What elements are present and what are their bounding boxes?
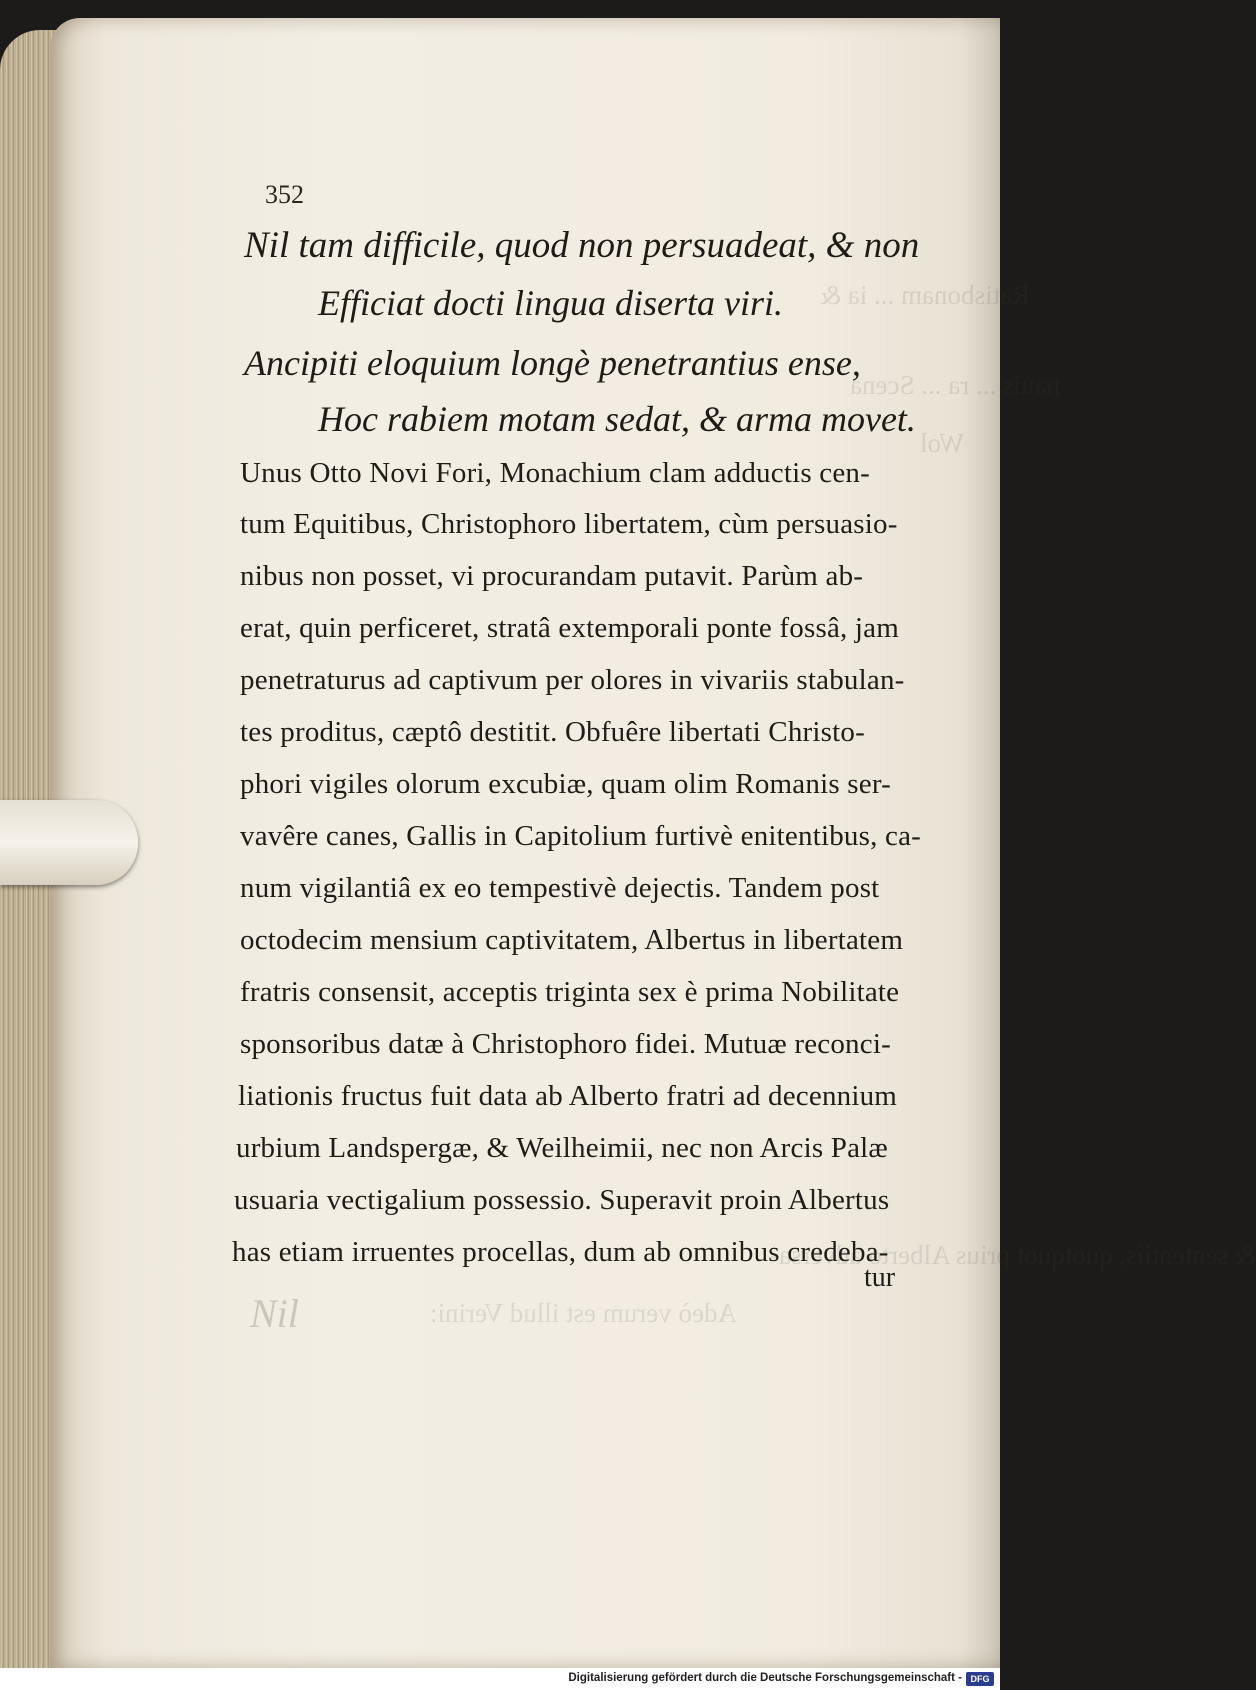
verse-line: Nil tam difficile, quod non persuadeat, & non xyxy=(244,225,920,266)
text-line: Unus Otto Novi Fori, Monachium clam adductis cen- xyxy=(240,457,870,489)
text-line: sponsoribus datæ à Christophoro fidei. Mutuæ reconci- xyxy=(240,1028,891,1060)
text-line: tes proditus, cæptô destitit. Obfuêre libertati Christo- xyxy=(240,716,865,748)
text-line: nibus non posset, vi procurandam putavit. Parùm ab- xyxy=(240,560,864,592)
funding-credit: Digitalisierung gefördert durch die Deutsche Forschungsgemeinschaft - xyxy=(568,1672,962,1684)
text-line: usuaria vectigalium possessio. Superavit proin Albertus xyxy=(234,1184,890,1216)
text-line: num vigilantiâ ex eo tempestivè dejectis. Tandem post xyxy=(240,872,880,904)
dfg-logo-icon: DFG xyxy=(966,1672,994,1686)
bleed-line: nauis ... ra ... Scena xyxy=(850,370,1060,400)
catchword: tur xyxy=(864,1262,896,1293)
text-line: urbium Landspergæ, & Weilheimii, nec non Arcis Palæ xyxy=(236,1132,888,1164)
text-line: octodecim mensium captivitatem, Albertus in libertatem xyxy=(240,924,904,956)
bleed-line: Adeò verum est illud Verini: xyxy=(430,1298,737,1328)
page-shadow xyxy=(960,18,1000,1668)
text-line: fratris consensit, acceptis triginta sex è prima Nobilitate xyxy=(240,976,900,1008)
verse-line: Efficiat docti lingua diserta viri. xyxy=(318,283,783,323)
bleed-line: & sententiis, quotquot prius Alberto adversa- xyxy=(770,1240,1256,1270)
signature-mark: Nil xyxy=(250,1291,299,1336)
text-line: tum Equitibus, Christophoro libertatem, cùm persuasio- xyxy=(240,508,898,540)
page-number: 352 xyxy=(265,180,304,209)
bookmark-tab xyxy=(0,800,138,885)
text-line: erat, quin perficeret, stratâ extemporali ponte fossâ, jam xyxy=(240,612,900,644)
text-line: has etiam irruentes procellas, dum ab omnibus credeba- xyxy=(232,1236,889,1268)
text-line: phori vigiles olorum excubiæ, quam olim Romanis ser- xyxy=(240,768,891,800)
verse-line: Hoc rabiem motam sedat, & arma movet. xyxy=(318,399,916,439)
text-line: liationis fructus fuit data ab Alberto fratri ad decennium xyxy=(238,1080,898,1112)
bleed-line: Ratisbonam ... ia & xyxy=(820,280,1030,310)
verse-line: Ancipiti eloquium longè penetrantius ense, xyxy=(244,343,861,383)
text-line: vavêre canes, Gallis in Capitolium furtivè enitentibus, ca- xyxy=(240,820,922,852)
bleed-line: Wol xyxy=(920,428,965,458)
text-line: penetraturus ad captivum per olores in vivariis stabulan- xyxy=(240,664,905,696)
footer-bar xyxy=(0,1668,1000,1690)
